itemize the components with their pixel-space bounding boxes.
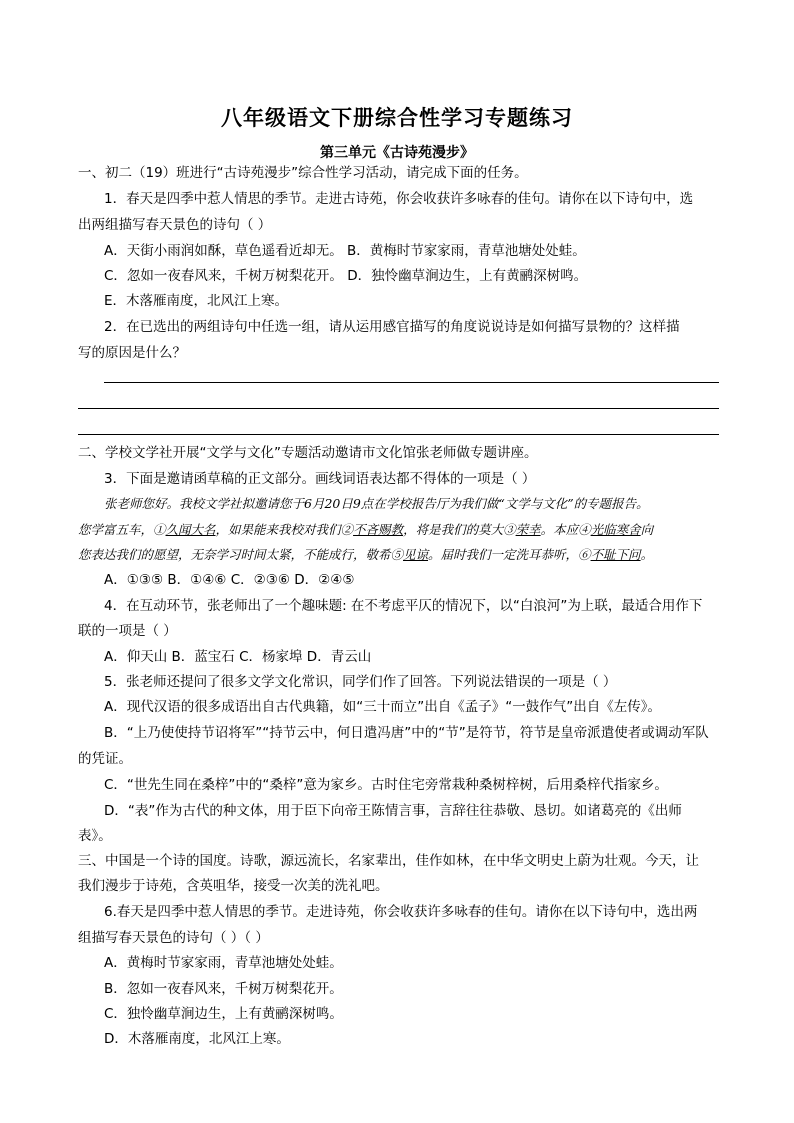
unit-subtitle: 第三单元《古诗苑漫步》 [320, 145, 474, 161]
section-3-intro-line-2: 我们漫步于诗苑，含英咀华，接受一次美的洗礼吧。 [78, 878, 389, 894]
answer-line-3 [78, 434, 719, 435]
page-title: 八年级语文下册综合性学习专题练习 [221, 105, 573, 130]
letter-line-2: 您学富五车，①久闻大名，如果能来我校对我们②不吝赐教，将是我们的莫大③荣幸。本应④光临寒舍向 [78, 522, 654, 537]
answer-line-1 [104, 382, 719, 383]
q4-line-1: 4．在互动环节，张老师出了一个趣味题: 在不考虑平仄的情况下，以“白浪河”为上联，最适合用作下 [104, 598, 703, 614]
q4-line-2: 联的一项是（ ） [78, 623, 177, 639]
q5-option-d-line-2: 表》。 [78, 828, 112, 844]
q1-line-1: 1．春天是四季中惹人情思的季节。走进古诗苑，你会收获许多咏春的佳句。请你在以下诗句中，选 [104, 191, 694, 207]
q1-option-e: E．木落雁南度，北风江上寒。 [104, 293, 289, 309]
q6-option-c: C．独怜幽草涧边生，上有黄鹂深树鸣。 [104, 1006, 343, 1022]
q5-option-a: A．现代汉语的很多成语出自古代典籍，如“三十而立”出自《孟子》“一鼓作气”出自《左传》。 [104, 699, 661, 715]
letter-line-1: 张老师您好。我校文学社拟邀请您于6月20日9点在学校报告厅为我们做“文学与文化”的专题报告。 [104, 496, 649, 511]
q3-options: A．①③⑤ B．①④⑥ C．②③⑥ D．②④⑤ [104, 572, 355, 588]
q5-option-c: C．“世先生同在桑梓”中的“桑梓”意为家乡。古时住宅旁常栽种桑树梓树，后用桑梓代指家乡。 [104, 777, 668, 793]
q1-line-2: 出两组描写春天景色的诗句（ ） [78, 217, 272, 233]
underlined-phrase-6: 不耻下问 [590, 547, 641, 562]
q3-stem: 3．下面是邀请函草稿的正文部分。画线词语表达都不得体的一项是（ ） [104, 471, 536, 487]
q2-line-2: 写的原因是什么？ [78, 345, 186, 361]
q6-option-d: D．木落雁南度，北风江上寒。 [104, 1031, 290, 1047]
q2-line-1: 2．在已选出的两组诗句中任选一组，请从运用感官描写的角度说说诗是如何描写景物的？这样描 [104, 319, 680, 335]
section-3-intro-line-1: 三、中国是一个诗的国度。诗歌，源远流长，名家辈出，佳作如林，在中华文明史上蔚为壮观。今天，让 [78, 853, 699, 869]
q4-options: A．仰天山 B．蓝宝石 C．杨家埠 D．青云山 [104, 649, 372, 665]
section-2-intro: 二、学校文学社开展“文学与文化”专题活动邀请市文化馆张老师做专题讲座。 [78, 445, 538, 461]
underlined-phrase-4: 光临寒舍 [590, 522, 641, 537]
q6-option-a: A．黄梅时节家家雨，青草池塘处处蛙。 [104, 955, 343, 971]
section-1-intro: 一、初二（19）班进行“古诗苑漫步”综合性学习活动，请完成下面的任务。 [78, 165, 528, 181]
answer-line-2 [78, 408, 719, 409]
letter-line-3: 您表达我们的愿望，无奈学习时间太紧，不能成行，敬希⑤见谅。届时我们一定洗耳恭听，⑥不耻下问。 [78, 547, 654, 562]
q1-options-cd: C．忽如一夜春风来，千树万树梨花开。 D．独怜幽草涧边生，上有黄鹂深树鸣。 [104, 268, 588, 284]
underlined-phrase-2: 不吝赐教 [353, 522, 404, 537]
q5-stem: 5．张老师还提问了很多文学文化常识，同学们作了回答。下列说法错误的一项是（ ） [104, 674, 617, 690]
q5-option-d-line-1: D．“表”作为古代的种文体，用于臣下向帝王陈情言事，言辞往往恭敬、恳切。如诸葛亮的《出师 [104, 803, 682, 819]
q5-option-b-line-1: B．“上乃使使持节诏将军”“持节云中，何日遣冯唐”中的“节”是符节，符节是皇帝派遣使者或调动军队 [104, 725, 709, 741]
underlined-phrase-3: 荣幸 [515, 522, 541, 537]
q1-options-ab: A．天街小雨润如酥，草色遥看近却无。 B．黄梅时节家家雨，青草池塘处处蛙。 [104, 243, 586, 259]
q6-option-b: B．忽如一夜春风来，千树万树梨花开。 [104, 981, 343, 997]
q6-line-2: 组描写春天景色的诗句（ ）（ ） [78, 930, 269, 946]
underlined-phrase-1: 久闻大名 [165, 522, 216, 537]
underlined-phrase-5: 见谅 [403, 547, 429, 562]
q5-option-b-line-2: 的凭证。 [78, 751, 132, 767]
q6-line-1: 6.春天是四季中惹人情思的季节。走进诗苑，你会收获许多咏春的佳句。请你在以下诗句中，选出两 [104, 904, 698, 920]
